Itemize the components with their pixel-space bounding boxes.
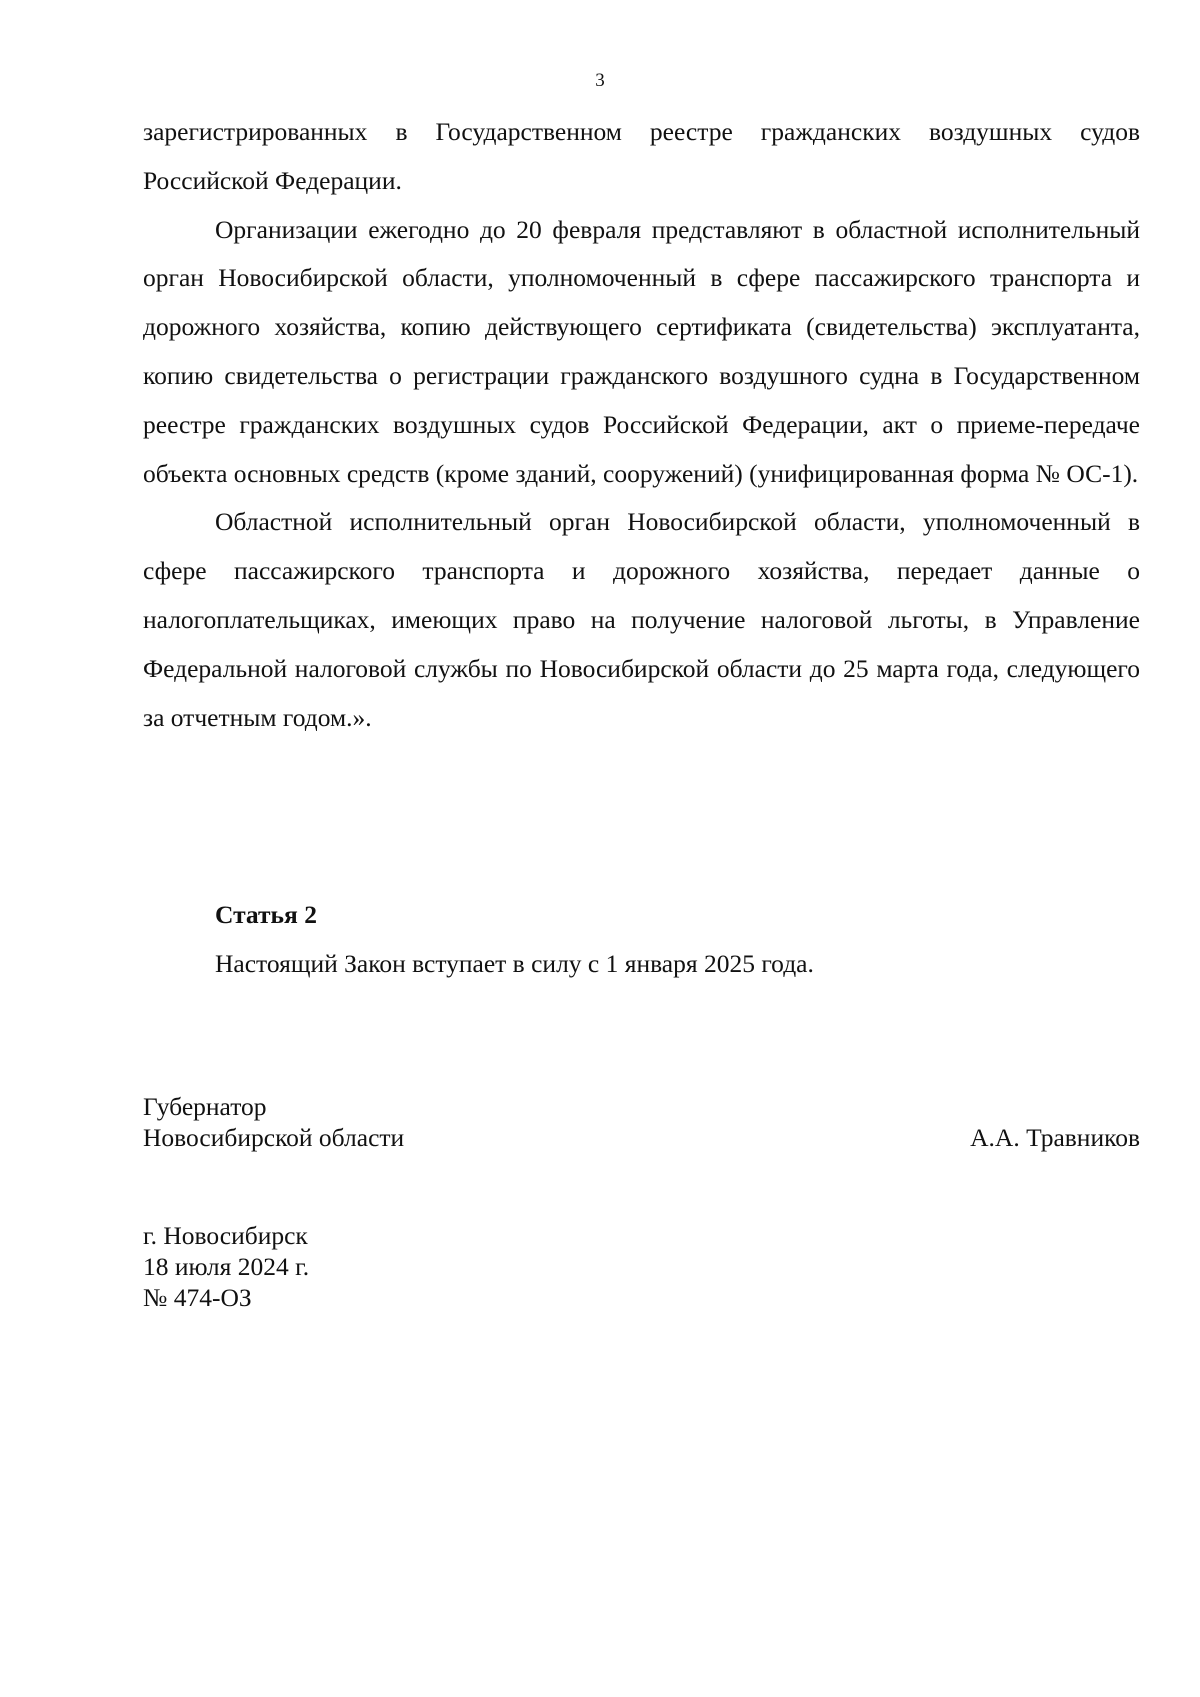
place-date: 18 июля 2024 г. (143, 1252, 310, 1281)
place-date-block (143, 1220, 309, 1313)
body-paragraph-continuation: зарегистрированных в Государственном реестре гражданских воздушных судов Российской Федерации. (143, 117, 1140, 195)
law-number: № 474-ОЗ (143, 1283, 252, 1312)
page-number: 3 (595, 70, 605, 91)
place-city: г. Новосибирск (143, 1221, 308, 1250)
signer-position-line2: Новосибирской области (143, 1123, 405, 1152)
article-section (215, 891, 814, 989)
article-title: Статья 2 (215, 900, 317, 929)
law-body-text (143, 108, 1140, 742)
article-text: Настоящий Закон вступает в силу с 1 января 2025 года. (215, 948, 814, 978)
signature-row (143, 1122, 1140, 1153)
signer-position-line1: Губернатор (143, 1092, 267, 1121)
body-paragraph-regional-authority: Областной исполнительный орган Новосибирской области, уполномоченный в сфере пассажирского транспорта и дорожного хозяйства, передает данные о налогоплательщиках, имеющих право на получение налоговой льготы, в Управление Федеральной налоговой службы по Новосибирской области до 25 марта года, следующего за отчетным годом.». (143, 507, 1140, 732)
signature-block (143, 1091, 1140, 1153)
body-paragraph-organizations: Организации ежегодно до 20 февраля представляют в областной исполнительный орган Новосибирской области, уполномоченный в сфере пассажирского транспорта и дорожного хозяйства, копию действующего сертификата (свидетельства) эксплуатанта, копию свидетельства о регистрации гражданского воздушного судна в Государственном реестре гражданских воздушных судов Российской Федерации, акт о приеме-передаче объекта основных средств (кроме зданий, сооружений) (унифицированная форма № ОС-1). (143, 214, 1140, 488)
signer-name: А.А. Травников (970, 1123, 1140, 1152)
